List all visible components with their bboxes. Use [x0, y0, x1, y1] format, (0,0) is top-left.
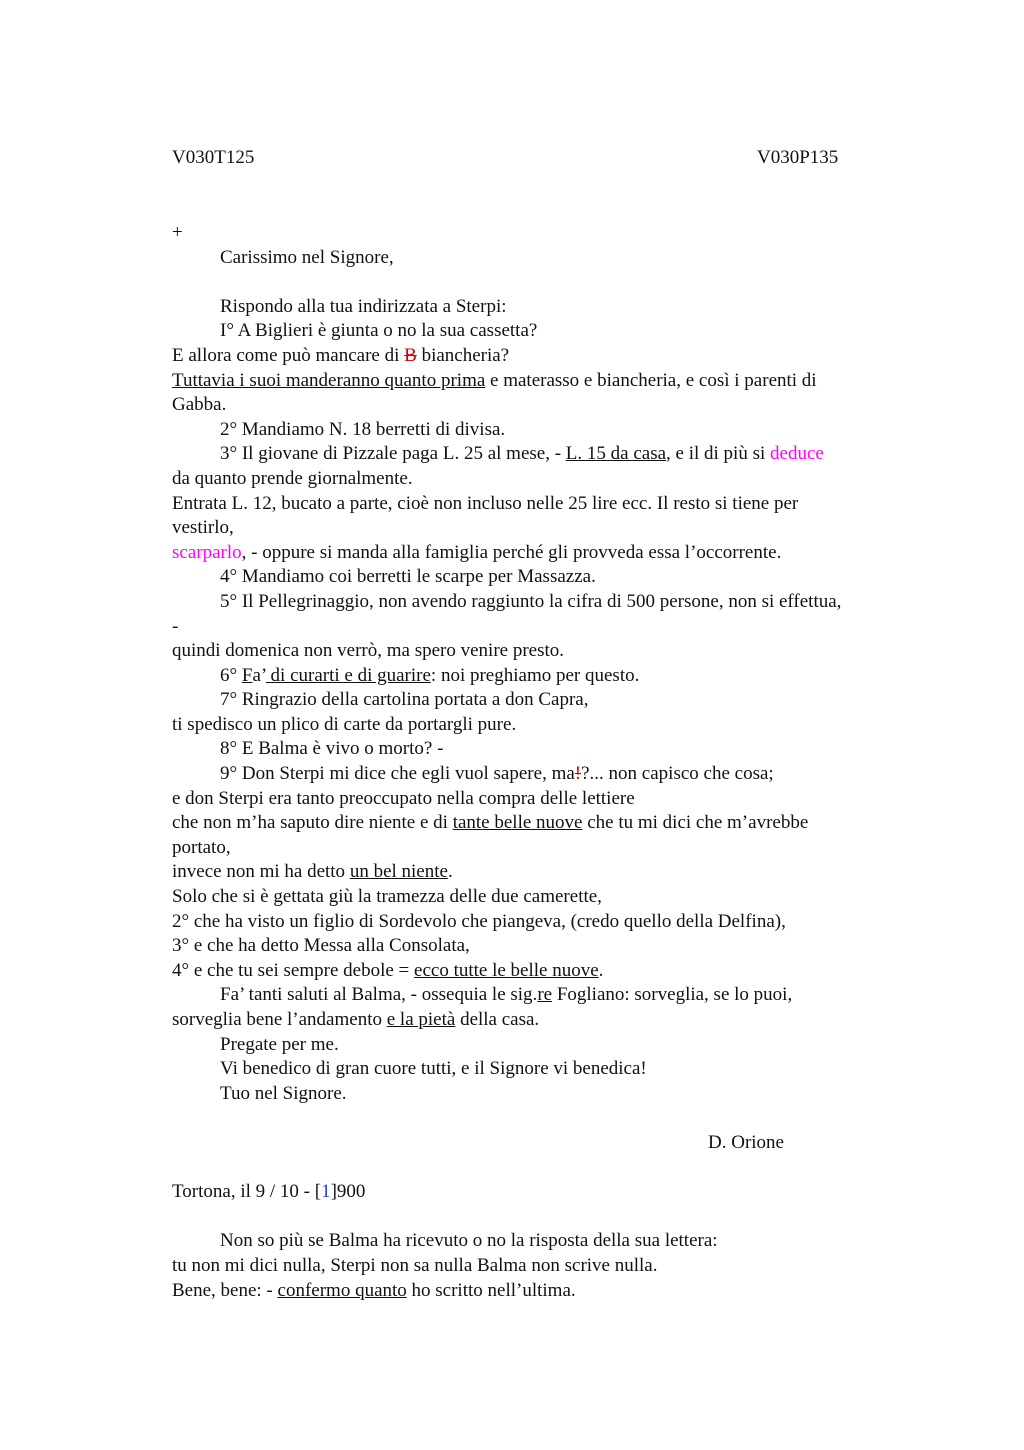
- text-line: ti spedisco un plico di carte da portargli pure.: [172, 713, 517, 735]
- highlighted-word: scarparlo: [172, 541, 242, 563]
- text-line: Rispondo alla tua indirizzata a Sterpi:: [220, 295, 507, 317]
- struck-text: !: [574, 763, 582, 785]
- text-line: sorveglia bene l’andamento e la pietà della casa.: [172, 1009, 540, 1030]
- cross-mark: +: [172, 222, 183, 243]
- underlined-text: re: [537, 984, 553, 1006]
- text-line: 5° Il Pellegrinaggio, non avendo raggiunto la cifra di 500 persone, non si effettua,: [220, 590, 842, 612]
- underlined-text: ecco tutte le belle nuove: [414, 959, 599, 981]
- signature: D. Orione: [708, 1131, 784, 1153]
- text-line: quindi domenica non verrò, ma spero venire presto.: [172, 640, 565, 662]
- underlined-text: tante belle nuove: [452, 812, 583, 834]
- greeting: Carissimo nel Signore,: [220, 246, 394, 268]
- text-line: invece non mi ha detto un bel niente.: [172, 861, 453, 883]
- text-line: 8° E Balma è vivo o morto? -: [220, 738, 444, 760]
- text-line: I° A Biglieri è giunta o no la sua cassetta?: [220, 320, 538, 342]
- underlined-text: e la pietà: [386, 1009, 456, 1030]
- text-line: che non m’ha saputo dire niente e di tante belle nuove che tu mi dici che m’avrebbe: [172, 812, 809, 834]
- closing: Tuo nel Signore.: [220, 1082, 347, 1104]
- underlined-text: L. 15 da casa: [565, 443, 667, 465]
- text-line: 3° Il giovane di Pizzale paga L. 25 al mese, - L. 15 da casa, e il di più si deduce: [220, 443, 824, 465]
- text-line: da quanto prende giornalmente.: [172, 467, 413, 489]
- text-line: 4° e che tu sei sempre debole = ecco tutte le belle nuove.: [172, 959, 604, 981]
- letter-body: [172, 221, 907, 1303]
- underlined-text: Tuttavia i suoi manderanno quanto prima: [172, 369, 486, 391]
- underlined-text: confermo quanto: [277, 1279, 407, 1301]
- postscript-line: tu non mi dici nulla, Sterpi non sa nulla Balma non scrive nulla.: [172, 1254, 658, 1276]
- text-line: portato,: [172, 836, 231, 858]
- text-line: Pregate per me.: [220, 1033, 339, 1055]
- text-line: Solo che si è gettata giù la tramezza delle due camerette,: [172, 886, 602, 908]
- text-line: scarparlo, - oppure si manda alla famiglia perché gli provveda essa l’occorrente.: [172, 541, 782, 563]
- text-line: Tuttavia i suoi manderanno quanto prima e materasso e biancheria, e così i parenti di: [172, 369, 817, 391]
- text-line: Gabba.: [172, 394, 227, 416]
- text-line: 3° e che ha detto Messa alla Consolata,: [172, 935, 470, 957]
- text-line: 4° Mandiamo coi berretti le scarpe per Massazza.: [220, 566, 596, 588]
- text-line: Entrata L. 12, bucato a parte, cioè non incluso nelle 25 lire ecc. Il resto si tiene per: [172, 492, 799, 514]
- text-line: 2° Mandiamo N. 18 berretti di divisa.: [220, 418, 506, 440]
- text-line: 9° Don Sterpi mi dice che egli vuol sapere, ma!?... non capisco che cosa;: [220, 763, 774, 785]
- text-line: vestirlo,: [172, 517, 234, 539]
- text-line: Fa’ tanti saluti al Balma, - ossequia le sig.re Fogliano: sorveglia, se lo puoi,: [220, 984, 793, 1006]
- page-code: V030P135: [757, 147, 839, 168]
- postscript-line: Bene, bene: - confermo quanto ho scritto nell’ultima.: [172, 1279, 576, 1301]
- text-line: Vi benedico di gran cuore tutti, e il Signore vi benedica!: [220, 1058, 647, 1080]
- text-line: 6° Fa’ di curarti e di guarire: noi preghiamo per questo.: [220, 664, 640, 686]
- date-line: Tortona, il 9 / 10 - [1]900: [172, 1181, 366, 1203]
- underlined-text: di curarti e di guarire: [265, 664, 431, 686]
- text-line: 7° Ringrazio della cartolina portata a don Capra,: [220, 689, 589, 711]
- editorial-digit: 1: [321, 1181, 331, 1203]
- text-line: e don Sterpi era tanto preoccupato nella compra delle lettiere: [172, 787, 635, 809]
- postscript-line: Non so più se Balma ha ricevuto o no la risposta della sua lettera:: [220, 1230, 718, 1252]
- document-code: V030T125: [172, 147, 255, 168]
- text-line: 2° che ha visto un figlio di Sordevolo che piangeva, (credo quello della Delfina),: [172, 910, 786, 932]
- text-line: E allora come può mancare di B biancheria?: [172, 344, 510, 366]
- struck-text: B: [404, 344, 417, 366]
- text-line: -: [172, 615, 179, 637]
- underlined-text: un bel niente: [349, 861, 448, 883]
- highlighted-word: deduce: [770, 443, 824, 465]
